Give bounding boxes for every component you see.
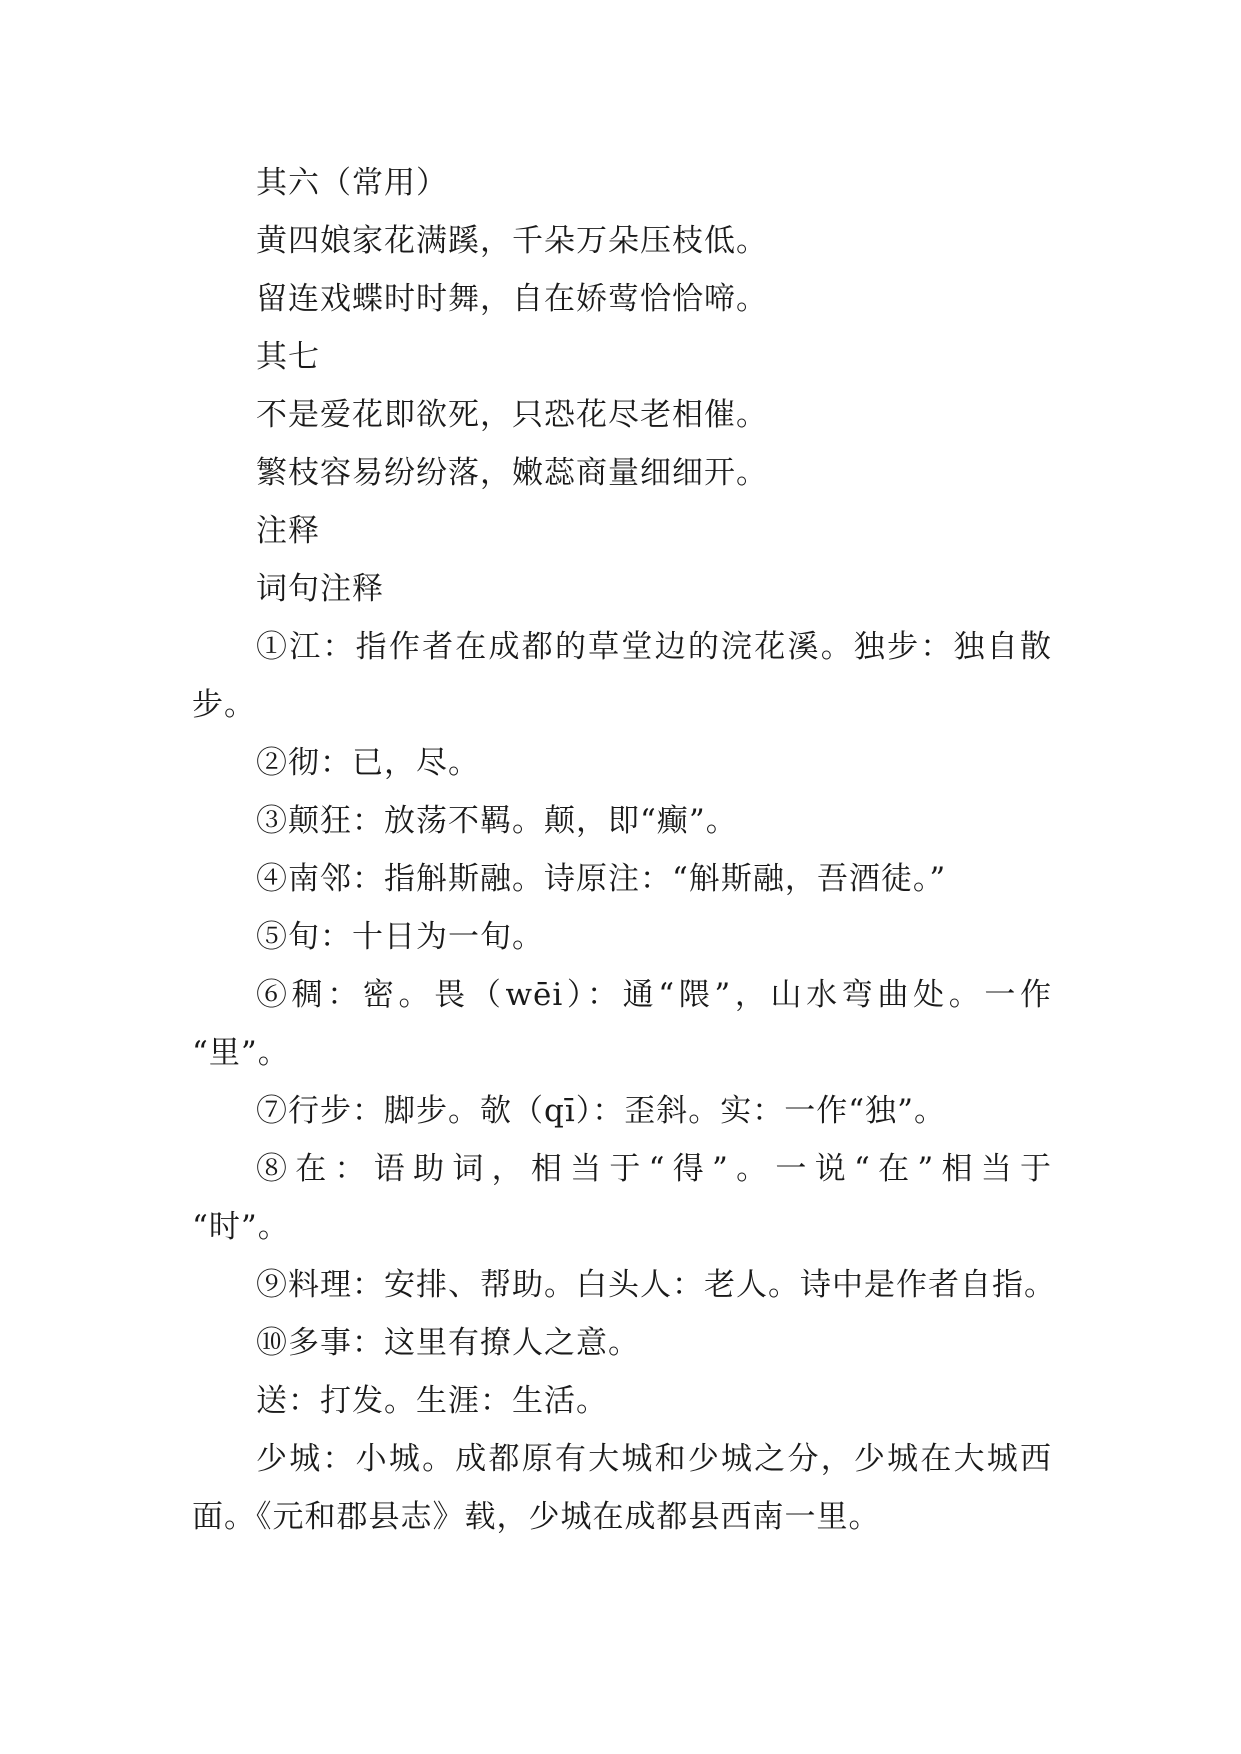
note-line: 面。《元和郡县志》载，少城在成都县西南一里。 [192, 1499, 881, 1535]
poem-heading-7: 其七 [256, 339, 320, 375]
document-body [192, 154, 1056, 1546]
note-line: ③颠狂：放荡不羁。颠，即“癫”。 [256, 803, 738, 839]
note-line: ⑧在：语助词，相当于“得”。一说“在”相当于 [256, 1151, 1052, 1187]
poem-line: 繁枝容易纷纷落，嫩蕊商量细细开。 [256, 455, 768, 491]
note-line: ⑨料理：安排、帮助。白头人：老人。诗中是作者自指。 [256, 1267, 1056, 1303]
note-line: “时”。 [192, 1209, 290, 1245]
note-line: “里”。 [192, 1035, 290, 1071]
note-line: ②彻：已，尽。 [256, 745, 480, 781]
subsection-heading: 词句注释 [256, 571, 384, 607]
poem-heading-6: 其六（常用） [256, 165, 448, 201]
section-heading-notes: 注释 [256, 513, 320, 549]
note-line: ④南邻：指斛斯融。诗原注：“斛斯融，吾酒徒。” [256, 861, 947, 897]
note-line: ⑦行步：脚步。欹（qī）：歪斜。实：一作“独”。 [256, 1093, 946, 1129]
poem-line: 黄四娘家花满蹊，千朵万朵压枝低。 [256, 223, 768, 259]
note-line: 送：打发。生涯：生活。 [256, 1383, 608, 1419]
note-line: ⑤旬：十日为一旬。 [256, 919, 544, 955]
poem-line: 不是爱花即欲死，只恐花尽老相催。 [256, 397, 768, 433]
note-line: 少城：小城。成都原有大城和少城之分，少城在大城西 [256, 1441, 1052, 1477]
note-line: ①江：指作者在成都的草堂边的浣花溪。独步：独自散 [256, 629, 1052, 665]
note-line: ⑩多事：这里有撩人之意。 [256, 1325, 640, 1361]
poem-line: 留连戏蝶时时舞，自在娇莺恰恰啼。 [256, 281, 768, 317]
note-line: ⑥稠：密。畏（wēi）：通“隈”，山水弯曲处。一作 [256, 977, 1052, 1013]
note-line: 步。 [192, 687, 256, 723]
